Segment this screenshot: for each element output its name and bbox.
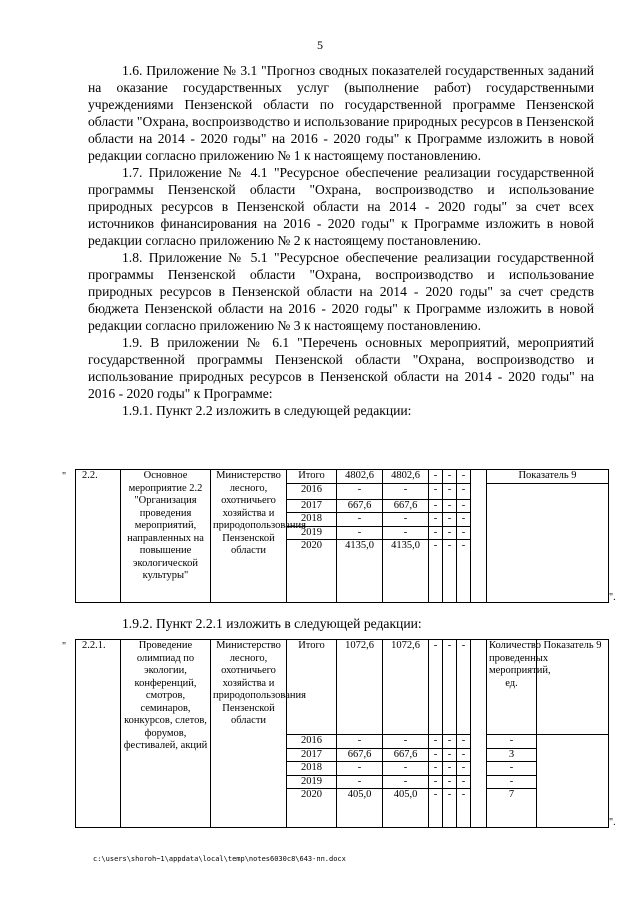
year-cell: 2018 — [287, 513, 337, 527]
year-cell: 2019 — [287, 526, 337, 540]
dash-cell: - — [457, 526, 471, 540]
dash-cell: - — [429, 526, 443, 540]
dash-cell: - — [457, 775, 471, 789]
page-number: 5 — [317, 38, 323, 52]
dash-cell: - — [443, 540, 457, 603]
paragraph-1-7: 1.7. Приложение № 4.1 "Ресурсное обеспечение реализации государственной программы Пензенской области "Охрана, воспроизводство и использование природных ресурсов в Пензенской области на 2014 - 2020 годы" за счет всех источников финансирования на 2016 - 2020 годы" к Программе изложить в новой редакции согласно приложению № 2 к настоящему постановлению. — [88, 165, 594, 248]
dash-cell: - — [429, 540, 443, 603]
dash-cell: - — [443, 483, 457, 499]
year-cell: 2020 — [287, 789, 337, 828]
item-number: 2.2.1. — [76, 640, 121, 828]
total-cell: 4135,0 — [337, 540, 383, 603]
executor: Министерство лесного, охотничьего хозяйства и природопользования Пензенской области — [211, 640, 287, 828]
budget-cell: 1072,6 — [383, 640, 429, 735]
open-quote-2: " — [62, 641, 67, 652]
item-1-9-2-block — [88, 615, 594, 632]
dash-cell: - — [443, 499, 457, 513]
total-cell: - — [337, 762, 383, 776]
year-cell: Итого — [287, 640, 337, 735]
dash-cell: - — [443, 640, 457, 735]
table-item-2-2-1 — [75, 639, 609, 828]
year-cell: Итого — [287, 470, 337, 484]
budget-cell: - — [383, 513, 429, 527]
dash-cell: - — [429, 735, 443, 749]
item-1-9-1: 1.9.1. Пункт 2.2 изложить в следующей редакции: — [122, 403, 412, 418]
indicator-name: Количество проведенных мероприятий, ед. — [487, 640, 537, 735]
dash-cell: - — [443, 775, 457, 789]
dash-cell: - — [457, 735, 471, 749]
year-cell: 2018 — [287, 762, 337, 776]
quantity-cell: 7 — [487, 789, 537, 828]
total-cell: - — [337, 526, 383, 540]
dash-cell: - — [457, 483, 471, 499]
year-cell: 2019 — [287, 775, 337, 789]
dash-cell: - — [429, 762, 443, 776]
budget-cell: - — [383, 526, 429, 540]
dash-cell: - — [457, 762, 471, 776]
item-1-9-2: 1.9.2. Пункт 2.2.1 изложить в следующей редакции: — [122, 616, 422, 631]
total-cell: 1072,6 — [337, 640, 383, 735]
table-row — [76, 470, 609, 484]
dash-cell: - — [443, 470, 457, 484]
quantity-cell: - — [487, 735, 537, 749]
close-quote-1: ". — [609, 592, 616, 603]
dash-cell: - — [457, 470, 471, 484]
paragraph-1-6: 1.6. Приложение № 3.1 "Прогноз сводных показателей государственных заданий на оказание государственных услуг (выполнение работ) государственными учреждениями Пензенской области по государственной программе Пензенской области "Охрана, воспроизводство и использование природных ресурсов в Пензенской области на 2014 - 2020 годы" на 2016 - 2020 годы" к Программе изложить в новой редакции согласно приложению № 1 к настоящему постановлению. — [88, 63, 594, 163]
item-number: 2.2. — [76, 470, 121, 603]
total-cell: 405,0 — [337, 789, 383, 828]
dash-cell: - — [429, 499, 443, 513]
budget-cell: 405,0 — [383, 789, 429, 828]
dash-cell: - — [443, 748, 457, 762]
open-quote-1: " — [62, 471, 67, 482]
total-cell: 4802,6 — [337, 470, 383, 484]
empty-cell — [471, 470, 487, 603]
close-quote-2: ". — [609, 817, 616, 828]
total-cell: 667,6 — [337, 748, 383, 762]
indicator-cell: Показатель 9 — [487, 470, 609, 484]
total-cell: - — [337, 775, 383, 789]
budget-cell: - — [383, 762, 429, 776]
budget-cell: - — [383, 735, 429, 749]
year-cell: 2017 — [287, 748, 337, 762]
dash-cell: - — [443, 526, 457, 540]
empty-cell — [537, 735, 609, 828]
year-cell: 2020 — [287, 540, 337, 603]
quantity-cell: - — [487, 762, 537, 776]
paragraph-1-8: 1.8. Приложение № 5.1 "Ресурсное обеспечение реализации государственной программы Пензенской области "Охрана, воспроизводство и использование природных ресурсов в Пензенской области на 2014 - 2020 годы" за счет средств бюджета Пензенской области на 2016 - 2020 годы" к Программе изложить в новой редакции согласно приложению № 3 к настоящему постановлению. — [88, 250, 594, 333]
budget-cell: 4802,6 — [383, 470, 429, 484]
document-body — [88, 62, 594, 419]
dash-cell: - — [443, 513, 457, 527]
file-path-footer: c:\users\shoroh~1\appdata\local\temp\notes6030c8\643-пп.docx — [93, 855, 346, 863]
budget-cell: 667,6 — [383, 748, 429, 762]
dash-cell: - — [457, 789, 471, 828]
budget-cell: - — [383, 483, 429, 499]
quantity-cell: - — [487, 775, 537, 789]
total-cell: - — [337, 735, 383, 749]
measure-name: Проведение олимпиад по экологии, конференций, смотров, семинаров, конкурсов, слетов, форумов, фестивалей, акций — [121, 640, 211, 828]
paragraph-1-9: 1.9. В приложении № 6.1 "Перечень основных мероприятий, мероприятий государственной программы Пензенской области "Охрана, воспроизводство и использование природных ресурсов в Пензенской области на 2014 - 2020 годы" на 2016 - 2020 годы" к Программе: — [88, 335, 594, 401]
year-cell: 2017 — [287, 499, 337, 513]
budget-cell: - — [383, 775, 429, 789]
quantity-cell: 3 — [487, 748, 537, 762]
empty-cell — [471, 640, 487, 828]
table-row — [76, 640, 609, 735]
dash-cell: - — [429, 470, 443, 484]
dash-cell: - — [457, 513, 471, 527]
dash-cell: - — [429, 789, 443, 828]
budget-cell: 4135,0 — [383, 540, 429, 603]
total-cell: - — [337, 513, 383, 527]
dash-cell: - — [429, 513, 443, 527]
dash-cell: - — [443, 735, 457, 749]
dash-cell: - — [457, 748, 471, 762]
total-cell: 667,6 — [337, 499, 383, 513]
empty-cell — [487, 483, 609, 603]
dash-cell: - — [457, 499, 471, 513]
budget-cell: 667,6 — [383, 499, 429, 513]
dash-cell: - — [443, 789, 457, 828]
indicator-cell: Показатель 9 — [537, 640, 609, 735]
measure-name: Основное мероприятие 2.2 "Организация проведения мероприятий, направленных на повышение экологической культуры" — [121, 470, 211, 603]
table-item-2-2 — [75, 469, 609, 603]
dash-cell: - — [429, 748, 443, 762]
dash-cell: - — [429, 483, 443, 499]
dash-cell: - — [429, 640, 443, 735]
dash-cell: - — [457, 640, 471, 735]
year-cell: 2016 — [287, 483, 337, 499]
dash-cell: - — [457, 540, 471, 603]
dash-cell: - — [443, 762, 457, 776]
dash-cell: - — [429, 775, 443, 789]
executor: Министерство лесного, охотничьего хозяйства и природопользования Пензенской области — [211, 470, 287, 603]
total-cell: - — [337, 483, 383, 499]
year-cell: 2016 — [287, 735, 337, 749]
